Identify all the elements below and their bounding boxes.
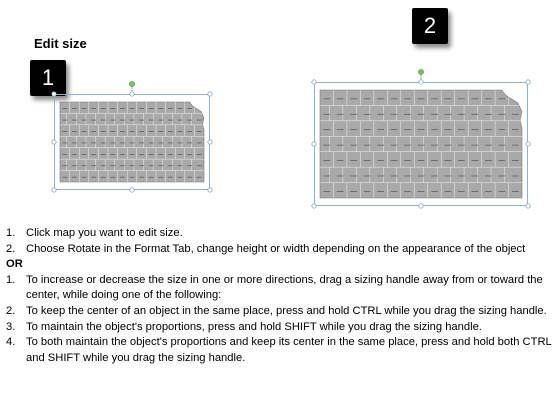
county-name-mark <box>445 145 452 146</box>
county-name-mark <box>512 114 519 115</box>
county-name-mark <box>101 108 106 109</box>
county-name-mark <box>377 129 384 130</box>
county-name-mark <box>72 120 77 121</box>
county-name-mark <box>62 143 67 144</box>
instruction-step <box>6 304 556 320</box>
county-name-mark <box>187 154 192 155</box>
county-name-mark <box>364 129 371 130</box>
county-name-mark <box>418 129 425 130</box>
county-name-mark <box>139 143 144 144</box>
county-name-mark <box>158 165 163 166</box>
county-name-mark <box>197 131 202 132</box>
county-name-mark <box>110 143 115 144</box>
county-name-mark <box>377 98 384 99</box>
sizing-handle <box>52 140 56 144</box>
county-name-mark <box>158 177 163 178</box>
county-name-mark <box>431 129 438 130</box>
county-name-mark <box>101 177 106 178</box>
county-name-mark <box>418 160 425 161</box>
county-name-mark <box>130 154 135 155</box>
county-name-mark <box>158 131 163 132</box>
or-label: OR <box>6 258 23 271</box>
sizing-handle <box>312 80 316 84</box>
county-name-mark <box>178 143 183 144</box>
sizing-handle <box>52 188 56 192</box>
county-name-mark <box>120 131 125 132</box>
county-name-mark <box>120 177 125 178</box>
county-name-mark <box>404 114 411 115</box>
step-text: To keep the center of an object in the same place, press and hold CTRL while you drag the sizing handle. <box>26 304 547 317</box>
step-badge-2: 2 <box>412 8 448 44</box>
county-name-mark <box>323 191 330 192</box>
county-name-mark <box>187 143 192 144</box>
county-name-mark <box>350 191 357 192</box>
instruction-step <box>6 273 556 304</box>
county-name-mark <box>101 154 106 155</box>
county-name-mark <box>197 143 202 144</box>
county-name-mark <box>101 143 106 144</box>
county-name-mark <box>168 108 173 109</box>
county-name-mark <box>498 98 505 99</box>
county-name-mark <box>350 98 357 99</box>
county-name-mark <box>472 160 479 161</box>
county-name-mark <box>404 145 411 146</box>
county-name-mark <box>178 120 183 121</box>
county-name-mark <box>91 131 96 132</box>
county-name-mark <box>101 120 106 121</box>
county-name-mark <box>431 98 438 99</box>
county-name-mark <box>364 114 371 115</box>
county-name-mark <box>62 165 67 166</box>
county-name-mark <box>120 120 125 121</box>
instruction-step <box>6 242 556 258</box>
county-name-mark <box>82 165 87 166</box>
county-name-mark <box>498 160 505 161</box>
county-name-mark <box>485 114 492 115</box>
county-name-mark <box>337 98 344 99</box>
county-name-mark <box>472 145 479 146</box>
county-name-mark <box>445 129 452 130</box>
step-text: To both maintain the object's proportions and keep its center in the same place, press and hold both CTRL and SHIFT while you drag the sizing handle. <box>26 336 552 364</box>
county-name-mark <box>130 177 135 178</box>
county-name-mark <box>458 145 465 146</box>
county-name-mark <box>418 98 425 99</box>
county-name-mark <box>72 143 77 144</box>
county-name-mark <box>72 131 77 132</box>
county-name-mark <box>197 154 202 155</box>
county-name-mark <box>512 98 519 99</box>
county-name-mark <box>472 129 479 130</box>
county-name-mark <box>62 177 67 178</box>
county-name-mark <box>110 108 115 109</box>
county-name-mark <box>350 114 357 115</box>
county-name-mark <box>139 154 144 155</box>
county-name-mark <box>377 191 384 192</box>
county-name-mark <box>91 120 96 121</box>
county-name-mark <box>187 177 192 178</box>
county-name-mark <box>197 165 202 166</box>
step-number: 1. <box>6 227 16 239</box>
county-name-mark <box>350 176 357 177</box>
county-name-mark <box>130 120 135 121</box>
county-name-mark <box>350 145 357 146</box>
step-text: Click map you want to edit size. <box>26 227 183 239</box>
county-name-mark <box>364 191 371 192</box>
county-name-mark <box>377 160 384 161</box>
county-name-mark <box>512 160 519 161</box>
county-name-mark <box>323 160 330 161</box>
county-name-mark <box>149 131 154 132</box>
county-name-mark <box>139 108 144 109</box>
sizing-handle <box>312 204 316 208</box>
county-name-mark <box>485 191 492 192</box>
county-name-mark <box>337 160 344 161</box>
county-name-mark <box>82 108 87 109</box>
county-name-mark <box>139 177 144 178</box>
step-number: 2. <box>6 242 16 255</box>
county-name-mark <box>458 176 465 177</box>
step-text: To increase or decrease the size in one or more directions, drag a sizing handle away from or toward the center, while doing one of the following: <box>26 273 543 302</box>
county-name-mark <box>404 160 411 161</box>
county-name-mark <box>139 165 144 166</box>
county-name-mark <box>62 120 67 121</box>
county-name-mark <box>377 145 384 146</box>
county-name-mark <box>418 114 425 115</box>
state-outline <box>60 102 204 182</box>
county-name-mark <box>187 131 192 132</box>
county-name-mark <box>120 143 125 144</box>
county-name-mark <box>512 129 519 130</box>
county-name-mark <box>323 129 330 130</box>
county-name-mark <box>72 177 77 178</box>
county-name-mark <box>404 129 411 130</box>
county-name-mark <box>62 131 67 132</box>
county-name-mark <box>445 160 452 161</box>
county-name-mark <box>149 165 154 166</box>
county-name-mark <box>168 131 173 132</box>
county-name-mark <box>158 143 163 144</box>
county-name-mark <box>472 191 479 192</box>
county-name-mark <box>458 98 465 99</box>
county-name-mark <box>445 191 452 192</box>
county-name-mark <box>350 129 357 130</box>
county-name-mark <box>130 165 135 166</box>
sizing-handle <box>419 80 423 84</box>
county-name-mark <box>498 145 505 146</box>
county-name-mark <box>458 114 465 115</box>
county-name-mark <box>498 176 505 177</box>
sizing-handle <box>208 188 212 192</box>
instructions-list <box>6 226 556 366</box>
county-name-mark <box>391 98 398 99</box>
county-name-mark <box>168 154 173 155</box>
county-name-mark <box>498 114 505 115</box>
county-name-mark <box>120 165 125 166</box>
state-outline <box>320 90 522 198</box>
county-name-mark <box>323 114 330 115</box>
sizing-handle <box>419 204 423 208</box>
county-name-mark <box>130 108 135 109</box>
county-name-mark <box>472 114 479 115</box>
county-name-mark <box>139 131 144 132</box>
sizing-handle <box>130 188 134 192</box>
county-name-mark <box>431 145 438 146</box>
county-name-mark <box>404 176 411 177</box>
county-name-mark <box>431 176 438 177</box>
county-name-mark <box>323 98 330 99</box>
county-name-mark <box>431 160 438 161</box>
county-name-mark <box>187 108 192 109</box>
county-name-mark <box>404 191 411 192</box>
county-name-mark <box>178 131 183 132</box>
county-name-mark <box>197 108 202 109</box>
county-name-mark <box>418 176 425 177</box>
kansas-map-large[interactable] <box>314 82 528 206</box>
county-name-mark <box>120 154 125 155</box>
slide-title: Edit size <box>34 36 87 51</box>
county-name-mark <box>178 108 183 109</box>
county-name-mark <box>130 131 135 132</box>
county-name-mark <box>62 154 67 155</box>
county-name-mark <box>130 143 135 144</box>
county-name-mark <box>377 176 384 177</box>
county-name-mark <box>377 114 384 115</box>
county-name-mark <box>512 191 519 192</box>
county-name-mark <box>458 160 465 161</box>
county-name-mark <box>485 145 492 146</box>
county-name-mark <box>323 176 330 177</box>
county-name-mark <box>323 145 330 146</box>
county-name-mark <box>485 129 492 130</box>
county-name-mark <box>139 120 144 121</box>
sizing-handle <box>526 142 530 146</box>
sizing-handle <box>526 80 530 84</box>
county-name-mark <box>391 176 398 177</box>
county-name-mark <box>472 176 479 177</box>
county-name-mark <box>72 108 77 109</box>
county-name-mark <box>431 191 438 192</box>
county-name-mark <box>168 177 173 178</box>
county-name-mark <box>391 129 398 130</box>
rotate-handle <box>129 81 134 86</box>
county-name-mark <box>168 143 173 144</box>
county-name-mark <box>498 129 505 130</box>
county-name-mark <box>110 177 115 178</box>
county-name-mark <box>187 120 192 121</box>
county-name-mark <box>431 114 438 115</box>
county-name-mark <box>149 120 154 121</box>
county-name-mark <box>91 108 96 109</box>
step-number: 2. <box>6 304 16 317</box>
step-number: 3. <box>6 320 16 333</box>
county-name-mark <box>82 177 87 178</box>
sizing-handle <box>312 142 316 146</box>
county-name-mark <box>337 176 344 177</box>
county-name-mark <box>472 98 479 99</box>
county-name-mark <box>62 108 67 109</box>
county-name-mark <box>458 191 465 192</box>
county-name-mark <box>168 165 173 166</box>
county-name-mark <box>404 98 411 99</box>
county-name-mark <box>337 114 344 115</box>
county-name-mark <box>350 160 357 161</box>
county-name-mark <box>485 176 492 177</box>
county-name-mark <box>391 145 398 146</box>
step-text: To maintain the object's proportions, press and hold SHIFT while you drag the sizing handle. <box>26 320 482 333</box>
county-name-mark <box>178 177 183 178</box>
county-name-mark <box>110 165 115 166</box>
county-name-mark <box>364 176 371 177</box>
county-name-mark <box>149 177 154 178</box>
county-name-mark <box>178 154 183 155</box>
county-name-mark <box>149 143 154 144</box>
sizing-handle <box>526 204 530 208</box>
county-name-mark <box>101 165 106 166</box>
county-name-mark <box>110 120 115 121</box>
county-name-mark <box>364 145 371 146</box>
county-name-mark <box>391 114 398 115</box>
county-name-mark <box>197 177 202 178</box>
county-name-mark <box>197 120 202 121</box>
county-name-mark <box>110 154 115 155</box>
county-name-mark <box>158 154 163 155</box>
step-number: 1. <box>6 273 16 286</box>
sizing-handle <box>208 92 212 96</box>
county-name-mark <box>82 120 87 121</box>
kansas-map-small[interactable] <box>54 94 210 190</box>
county-name-mark <box>418 145 425 146</box>
county-name-mark <box>82 131 87 132</box>
county-name-mark <box>82 143 87 144</box>
county-name-mark <box>91 154 96 155</box>
county-name-mark <box>72 165 77 166</box>
kansas-map-large-svg <box>314 82 528 206</box>
county-name-mark <box>91 165 96 166</box>
county-name-mark <box>149 154 154 155</box>
county-name-mark <box>337 145 344 146</box>
county-name-mark <box>82 154 87 155</box>
sizing-handle <box>52 92 56 96</box>
step-text: Choose Rotate in the Format Tab, change height or width depending on the appearance of the object <box>26 242 526 255</box>
county-name-mark <box>418 191 425 192</box>
county-name-mark <box>187 165 192 166</box>
instruction-step <box>6 226 556 242</box>
county-name-mark <box>337 191 344 192</box>
county-name-mark <box>149 108 154 109</box>
county-name-mark <box>364 98 371 99</box>
sizing-handle <box>130 92 134 96</box>
county-name-mark <box>391 160 398 161</box>
county-name-mark <box>91 177 96 178</box>
step-badge-1: 1 <box>30 60 66 96</box>
instruction-step <box>6 320 556 336</box>
county-name-mark <box>178 165 183 166</box>
rotate-handle <box>418 69 423 74</box>
county-name-mark <box>364 160 371 161</box>
county-name-mark <box>158 120 163 121</box>
county-name-mark <box>158 108 163 109</box>
county-name-mark <box>445 114 452 115</box>
county-name-mark <box>445 98 452 99</box>
county-name-mark <box>91 143 96 144</box>
county-name-mark <box>512 176 519 177</box>
sizing-handle <box>208 140 212 144</box>
county-name-mark <box>72 154 77 155</box>
step-number: 4. <box>6 336 16 349</box>
kansas-map-small-svg <box>54 94 210 190</box>
county-name-mark <box>168 120 173 121</box>
county-name-mark <box>391 191 398 192</box>
county-name-mark <box>512 145 519 146</box>
county-name-mark <box>110 131 115 132</box>
county-name-mark <box>485 160 492 161</box>
county-name-mark <box>458 129 465 130</box>
county-name-mark <box>337 129 344 130</box>
instruction-step <box>6 335 556 366</box>
county-name-mark <box>485 98 492 99</box>
county-name-mark <box>498 191 505 192</box>
county-name-mark <box>120 108 125 109</box>
county-name-mark <box>101 131 106 132</box>
county-name-mark <box>445 176 452 177</box>
